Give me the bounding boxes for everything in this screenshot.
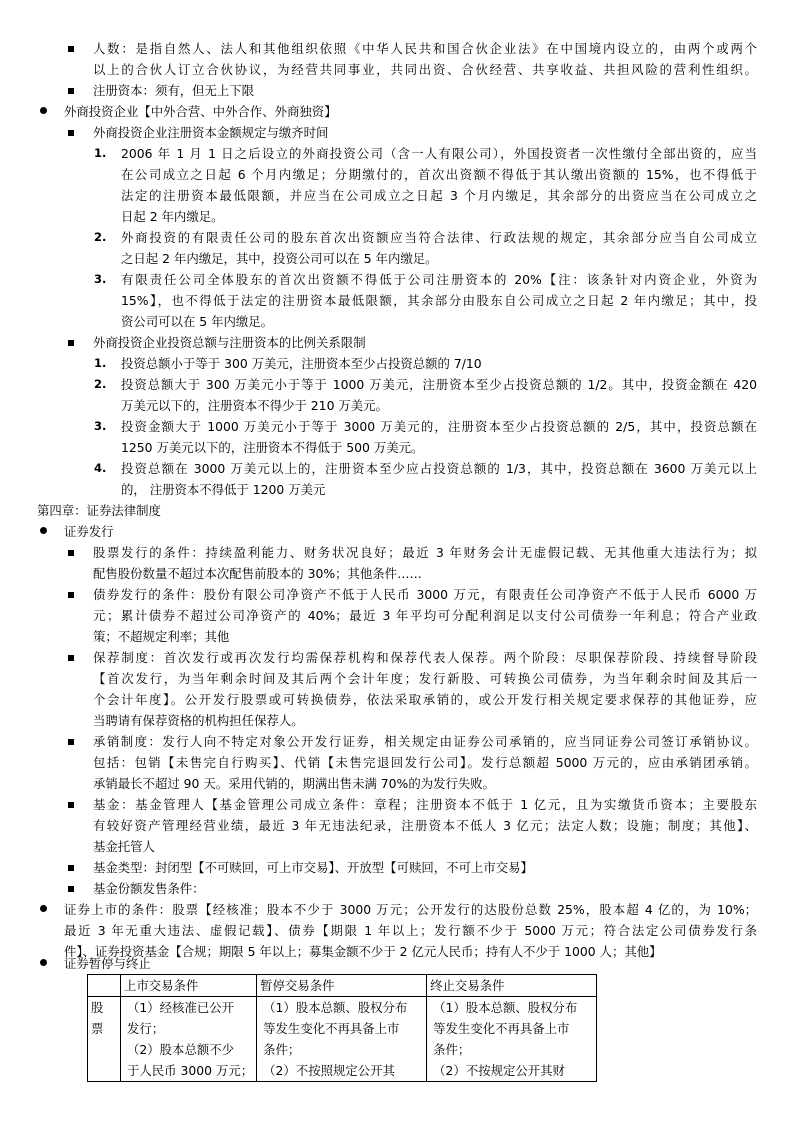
text-line: 基金：基金管理人【基金管理公司成立条件：章程；注册资本不低于 1 亿元，且为实缴货币资本；主要股东 (93, 797, 757, 812)
text-line: 2006 年 1 月 1 日之后设立的外商投资公司（含一人有限公司），外国投资者一次性缴付全部出资的，应当 (121, 146, 757, 161)
text-line: 1250 万美元以下的，注册资本不得低于 500 万美元。 (121, 440, 424, 455)
text-line: 承销最长不超过 90 天。采用代销的，期满出售未满 70%的为发行失败。 (93, 776, 496, 791)
text-line: 基金类型：封闭型【不可赎回，可上市交易】、开放型【可赎回，不可上市交易】 (93, 860, 533, 875)
table-row-label: 股 票 (88, 997, 121, 1082)
table-cell: （1）股本总额、股权分布 等发生变化不再具备上市 条件； （2）不按规定公开其财 (427, 997, 597, 1082)
text-line: 的， 注册资本不得低于 1200 万美元 (121, 482, 326, 497)
text-line: 当聘请有保荐资格的机构担任保荐人。 (93, 713, 304, 728)
text-line: 投资总额小于等于 300 万美元，注册资本至少占投资总额的 7/10 (121, 356, 482, 371)
square-bullet-icon (68, 802, 74, 808)
table-cell: （1）经核准已公开 发行； （2）股本总额不少 于人民币 3000 万元； (121, 997, 257, 1082)
square-bullet-icon (68, 739, 74, 745)
text-line: 个会计年度】。公开发行股票或可转换债券，依法采取承销的，或公开发行相关规定要求保荐的其他证券，应 (93, 692, 757, 707)
table-header-row (88, 975, 597, 997)
text-line: 以上的合伙人订立合伙协议，为经营共同事业，共同出资、合伙经营、共享收益、共担风险的营利性组织。 (93, 62, 757, 77)
section-heading: 证券发行 (64, 524, 114, 539)
text-line: 投资总额大于 300 万美元小于等于 1000 万美元，注册资本至少占投资总额的 1/2。其中，投资金额在 420 (121, 377, 757, 392)
square-bullet-icon (68, 592, 74, 598)
table-header-cell (88, 975, 121, 997)
table-cell: （1）股本总额、股权分布 等发生变化不再具备上市 条件； （2）不按照规定公开其 (257, 997, 427, 1082)
square-bullet-icon (68, 130, 74, 136)
text-line: 承销制度：发行人向不特定对象公开发行证券，相关规定由证券公司承销的，应当同证券公司签订承销协议。 (93, 734, 757, 749)
round-bullet-icon (40, 527, 47, 534)
text-line: 之日起 2 年内缴足，其中，投资公司可以在 5 年内缴足。 (121, 251, 438, 266)
table-row (88, 997, 597, 1082)
square-bullet-icon (68, 886, 74, 892)
table-header-cell: 暂停交易条件 (257, 975, 427, 997)
text-line: 基金托管人 (93, 839, 155, 854)
text-line: 配售股份数量不超过本次配售前股本的 30%；其他条件…… (93, 566, 422, 581)
text-line: 15%】，也不得低于法定的注册资本最低限额，其余部分由股东自公司成立之日起 2 年内缴足；其中，投 (121, 293, 757, 308)
list-number: 4. (94, 461, 107, 475)
text-line: 注册资本：须有，但无上下限 (93, 83, 255, 98)
text-line: 保荐制度：首次发行或再次发行均需保荐机构和保荐代表人保荐。两个阶段：尽职保荐阶段、持续督导阶段 (93, 650, 757, 665)
text-line: 有限责任公司全体股东的首次出资额不得低于公司注册资本的 20%【注：该条针对内资企业，外资为 (121, 272, 757, 287)
text-line: 外商投资企业注册资本金额规定与缴齐时间 (93, 125, 329, 140)
text-line: 法定的注册资本最低限额，并应当在公司成立之日起 3 个月内缴足，其余部分的出资应当在公司成立之 (121, 188, 757, 203)
text-line: 件】、证券投资基金【合规；期限 5 年以上；募集金额不少于 2 亿元人民币；持有人不少于 1000 人；其他】 (64, 944, 662, 959)
text-line: 债券发行的条件：股份有限公司净资产不低于人民币 3000 万元，有限责任公司净资产不低于人民币 6000 万 (93, 587, 757, 602)
text-line: 万美元以下的，注册资本不得少于 210 万美元。 (121, 398, 388, 413)
square-bullet-icon (68, 46, 74, 52)
text-line: 投资金额大于 1000 万美元小于等于 3000 万美元的，注册资本至少占投资总额的 2/5，其中，投资总额在 (121, 419, 757, 434)
table-header-cell: 上市交易条件 (121, 975, 257, 997)
text-line: 外商投资企业投资总额与注册资本的比例关系限制 (93, 335, 366, 350)
text-line: 最近 3 年无重大违法、虚假记载】、债券【期限 1 年以上；发行额不少于 5000 万元；符合法定公司债券发行条 (64, 923, 757, 938)
text-line: 策；不超规定利率；其他 (93, 629, 230, 644)
square-bullet-icon (68, 88, 74, 94)
text-line: 包括：包销【未售完自行购买】、代销【未售完退回发行公司】。发行总额超 5000 万元的，应由承销团承销。 (93, 755, 757, 770)
list-number: 2. (94, 377, 107, 391)
text-line: 【首次发行，为当年剩余时间及其后两个会计年度；发行新股、可转换公司债券，为当年剩余时间及其后一 (93, 671, 757, 686)
section-heading: 证券暂停与终止 (64, 956, 151, 971)
list-number: 1. (94, 356, 107, 370)
list-number: 3. (94, 272, 107, 286)
round-bullet-icon (40, 905, 47, 912)
text-line: 股票发行的条件：持续盈利能力、财务状况良好；最近 3 年财务会计无虚假记载、无其他重大违法行为；拟 (93, 545, 757, 560)
list-number: 1. (94, 146, 107, 160)
text-line: 日起 2 年内缴足。 (121, 209, 224, 224)
table-header-cell: 终止交易条件 (427, 975, 597, 997)
text-line: 证券上市的条件：股票【经核准；股本不少于 3000 万元；公开发行的达股份总数 25%，股本超 4 亿的，为 10%； (64, 902, 757, 917)
listing-conditions-table (87, 974, 597, 1082)
square-bullet-icon (68, 865, 74, 871)
round-bullet-icon (40, 107, 47, 114)
chapter-heading: 第四章：证券法律制度 (37, 503, 161, 518)
list-number: 3. (94, 419, 107, 433)
text-line: 基金份额发售条件： (93, 881, 205, 896)
text-line: 人数：是指自然人、法人和其他组织依照《中华人民共和国合伙企业法》在中国境内设立的，由两个或两个 (93, 41, 757, 56)
list-number: 2. (94, 230, 107, 244)
text-line: 外商投资的有限责任公司的股东首次出资额应当符合法律、行政法规的规定，其余部分应当自公司成立 (121, 230, 757, 245)
text-line: 投资总额在 3000 万美元以上的，注册资本至少应占投资总额的 1/3，其中，投资总额在 3600 万美元以上 (121, 461, 757, 476)
square-bullet-icon (68, 550, 74, 556)
text-line: 元；累计债券不超过公司净资产的 40%；最近 3 年平均可分配利润足以支付公司债券一年利息；符合产业政 (93, 608, 757, 623)
text-line: 有较好资产管理经营业绩，最近 3 年无违法纪录，注册资本不低人 3 亿元；法定人数；设施；制度；其他】、 (93, 818, 757, 833)
square-bullet-icon (68, 655, 74, 661)
round-bullet-icon (40, 959, 47, 966)
text-line: 在公司成立之日起 6 个月内缴足；分期缴付的，首次出资额不得低于其认缴出资额的 15%，也不得低于 (121, 167, 757, 182)
text-line: 资公司可以在 5 年内缴足。 (121, 314, 274, 329)
section-heading: 外商投资企业【中外合营、中外合作、外商独资】 (64, 104, 337, 119)
square-bullet-icon (68, 340, 74, 346)
